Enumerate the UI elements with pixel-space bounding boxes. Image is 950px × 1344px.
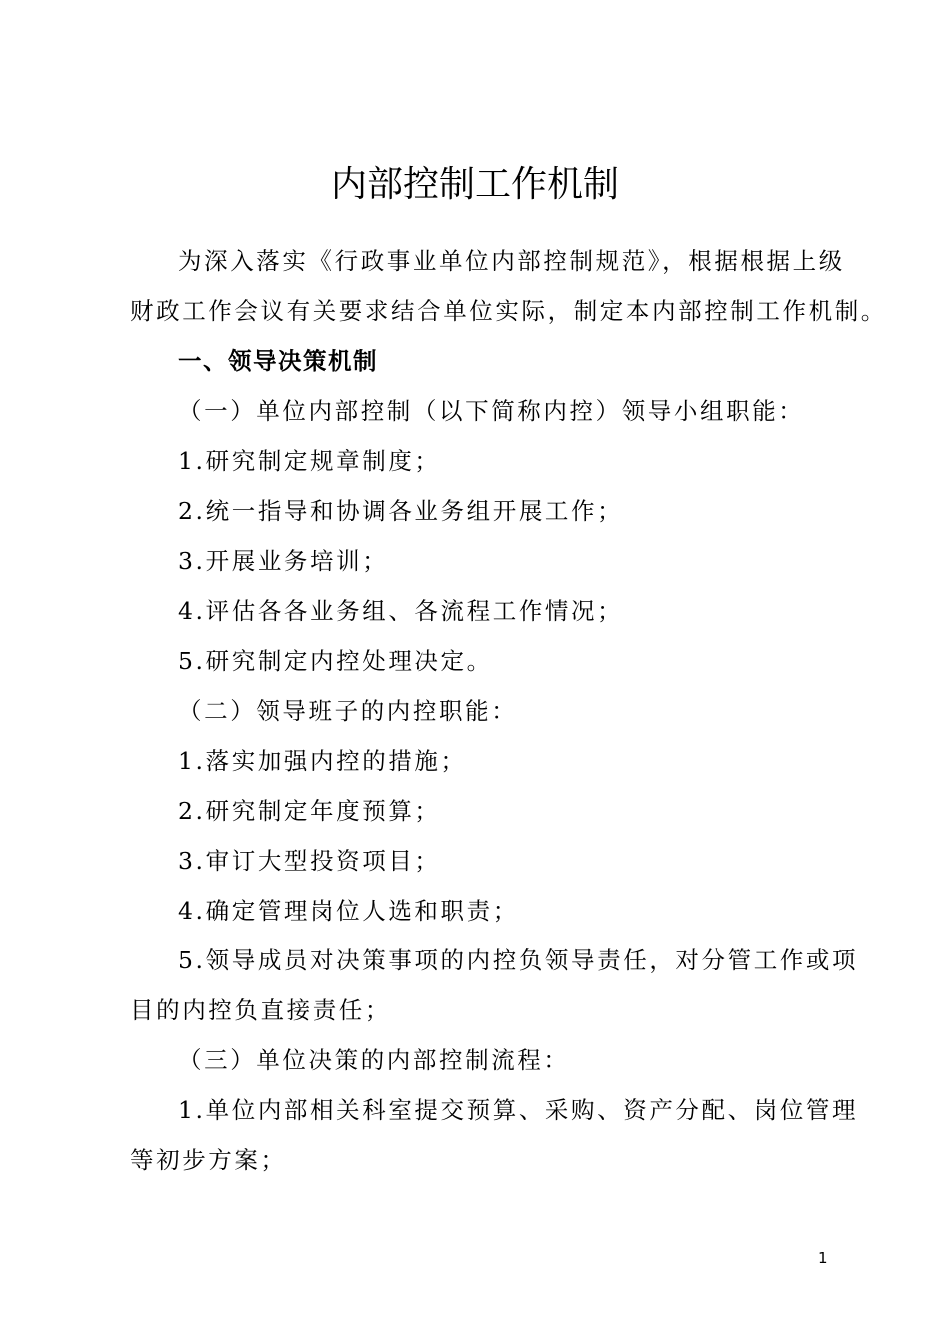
subsection-heading-3: （三）单位决策的内部控制流程： — [178, 1046, 570, 1074]
list-item: 1.研究制定规章制度； — [178, 447, 441, 475]
document-title: 内部控制工作机制 — [330, 164, 619, 205]
list-item-line-2: 等初步方案； — [130, 1146, 287, 1174]
page-number: 1 — [818, 1249, 828, 1267]
intro-paragraph-line-1: 为深入落实《行政事业单位内部控制规范》，根据根据上级 — [178, 247, 845, 275]
intro-paragraph-line-2: 财政工作会议有关要求结合单位实际，制定本内部控制工作机制。 — [130, 297, 887, 325]
list-item: 3.开展业务培训； — [178, 547, 389, 575]
list-item: 1.落实加强内控的措施； — [178, 747, 467, 775]
section-heading-leadership: 一、领导决策机制 — [178, 347, 378, 375]
list-item: 5.研究制定内控处理决定。 — [178, 647, 493, 675]
subsection-heading-1: （一）单位内部控制（以下简称内控）领导小组职能： — [178, 397, 805, 425]
list-item: 4.评估各各业务组、各流程工作情况； — [178, 597, 624, 625]
list-item-line-1: 1.单位内部相关科室提交预算、采购、资产分配、岗位管理 — [178, 1096, 859, 1124]
subsection-heading-2: （二）领导班子的内控职能： — [178, 697, 518, 725]
list-item: 3.审订大型投资项目； — [178, 847, 441, 875]
list-item: 4.确定管理岗位人选和职责； — [178, 897, 519, 925]
list-item: 2.研究制定年度预算； — [178, 797, 441, 825]
list-item-line-1: 5.领导成员对决策事项的内控负领导责任，对分管工作或项 — [178, 946, 859, 974]
list-item: 2.统一指导和协调各业务组开展工作； — [178, 497, 624, 525]
list-item-line-2: 目的内控负直接责任； — [130, 996, 391, 1024]
